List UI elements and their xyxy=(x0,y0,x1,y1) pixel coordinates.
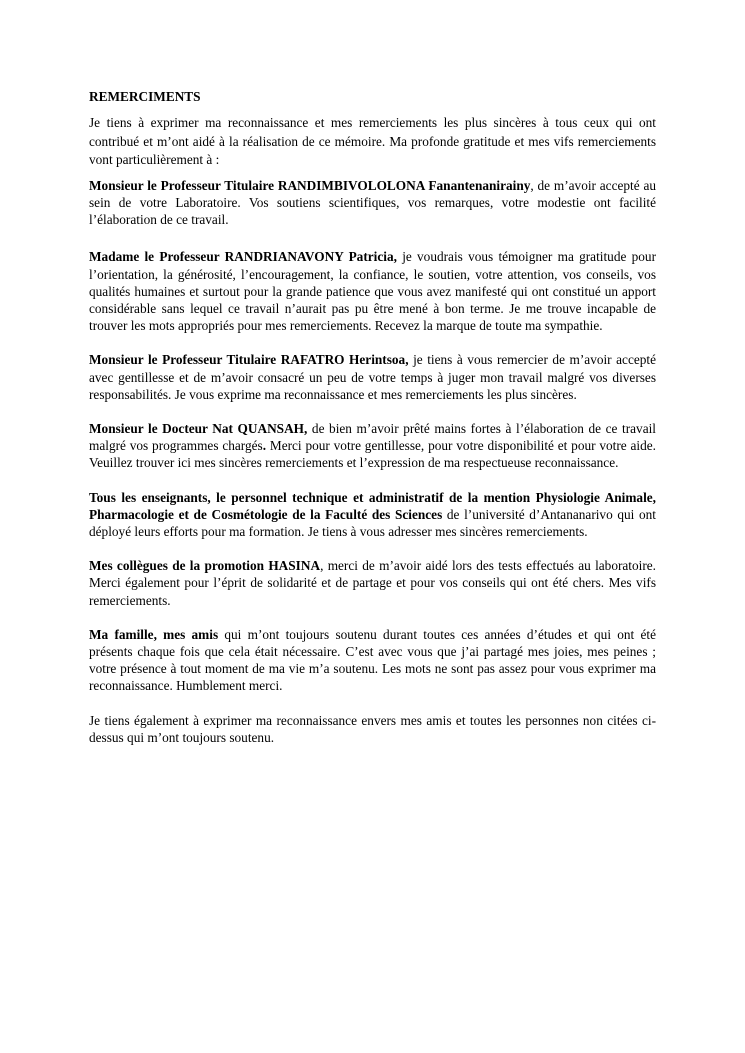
ack-name-quansah: Monsieur le Docteur Nat QUANSAH, xyxy=(89,421,308,437)
ack-text2-quansah: Merci pour votre gentillesse, pour votre disponibilité et pour votre aide. Veuillez trouver ici mes sincères remerciements et l’expression de ma respectueuse reconnaissance. xyxy=(89,438,656,471)
ack-name-famille: Ma famille, mes amis xyxy=(89,626,219,642)
ack-name-collegues: Mes collègues de la promotion HASINA xyxy=(89,558,321,574)
ack-paragraph-enseignants xyxy=(89,489,656,541)
ack-text-rafatro: je tiens à vous remercier de m’avoir accepté avec gentillesse et de m’avoir consacré un peu de votre temps à juger mon travail malgré vos diverses responsabilités. Je vous exprime ma reconnaissance et mes remerciements les plus sincères. xyxy=(89,352,656,402)
ack-text-collegues: , merci de m’avoir aidé lors des tests effectués au laboratoire. Merci également pour l’éprit de solidarité et de partage et pour vos conseils qui ont été chers. Mes vifs remerciements. xyxy=(89,558,656,608)
ack-text-famille: qui m’ont toujours soutenu durant toutes ces années d’études et qui ont été présents chaque fois que cela était nécessaire. C’est avec vous que j’ai partagé mes joies, mes peines ; votre présence à tout moment de ma vie m’a soutenu. Les mots ne sont pas assez pour vous exprimer ma reconnaissance. Humblement merci. xyxy=(89,626,656,694)
ack-name-randrianavony: Madame le Professeur RANDRIANAVONY Patricia, xyxy=(89,249,397,265)
page-title: REMERCIMENTS xyxy=(89,89,201,104)
document-page xyxy=(89,88,656,763)
ack-paragraph-collegues xyxy=(89,557,656,609)
ack-paragraph-rafatro xyxy=(89,351,656,403)
closing-paragraph: Je tiens également à exprimer ma reconnaissance envers mes amis et toutes les personnes non citées ci-dessus qui m’ont toujours soutenu. xyxy=(89,712,656,745)
ack-bold-period-quansah: . xyxy=(262,438,267,454)
ack-text-randrianavony: je voudrais vous témoigner ma gratitude pour l’orientation, la générosité, l’encouragement, la confiance, le soutien, votre attention, vos conseils, vos qualités humaines et surtout pour la grande patience que vous avez manifesté qui ont constitué un apport considérable sans lequel ce travail n’aurait pas pu être mené à bon terme. Je me trouve incapable de trouver les mots appropriés pour mes remerciements. Recevez la marque de toute ma sympathie. xyxy=(89,249,656,334)
intro-paragraph: Je tiens à exprimer ma reconnaissance et mes remerciements les plus sincères à tous ceux qui ont contribué et m’ont aidé à la réalisation de ce mémoire. Ma profonde gratitude et mes vifs remerciements vont particulièrement à : xyxy=(89,115,656,168)
ack-name-enseignants: Tous les enseignants, le personnel technique et administratif de la mention Physiologie Animale, Pharmacologie et de Cosmétologie de la Faculté des Sciences xyxy=(89,489,656,522)
ack-text-quansah: de bien m’avoir prêté mains fortes à l’élaboration de ce travail malgré vos programmes chargés xyxy=(89,421,656,454)
ack-name-rafatro: Monsieur le Professeur Titulaire RAFATRO Herintsoa, xyxy=(89,352,409,368)
ack-paragraph-quansah xyxy=(89,420,656,472)
ack-paragraph-famille xyxy=(89,626,656,695)
ack-paragraph-randimbivololona xyxy=(89,177,656,229)
ack-text-randimbivololona: , de m’avoir accepté au sein de votre Laboratoire. Vos soutiens scientifiques, vos remarques, votre modestie ont facilité l’élaboration de ce travail. xyxy=(89,177,656,228)
ack-text-enseignants: de l’université d’Antananarivo qui ont déployé leurs efforts pour ma formation. Je tiens à vous adresser mes sincères remerciements. xyxy=(89,506,657,540)
ack-paragraph-randrianavony xyxy=(89,248,656,334)
ack-name-randimbivololona: Monsieur le Professeur Titulaire RANDIMBIVOLOLONA Fanantenanirainy xyxy=(89,177,531,193)
